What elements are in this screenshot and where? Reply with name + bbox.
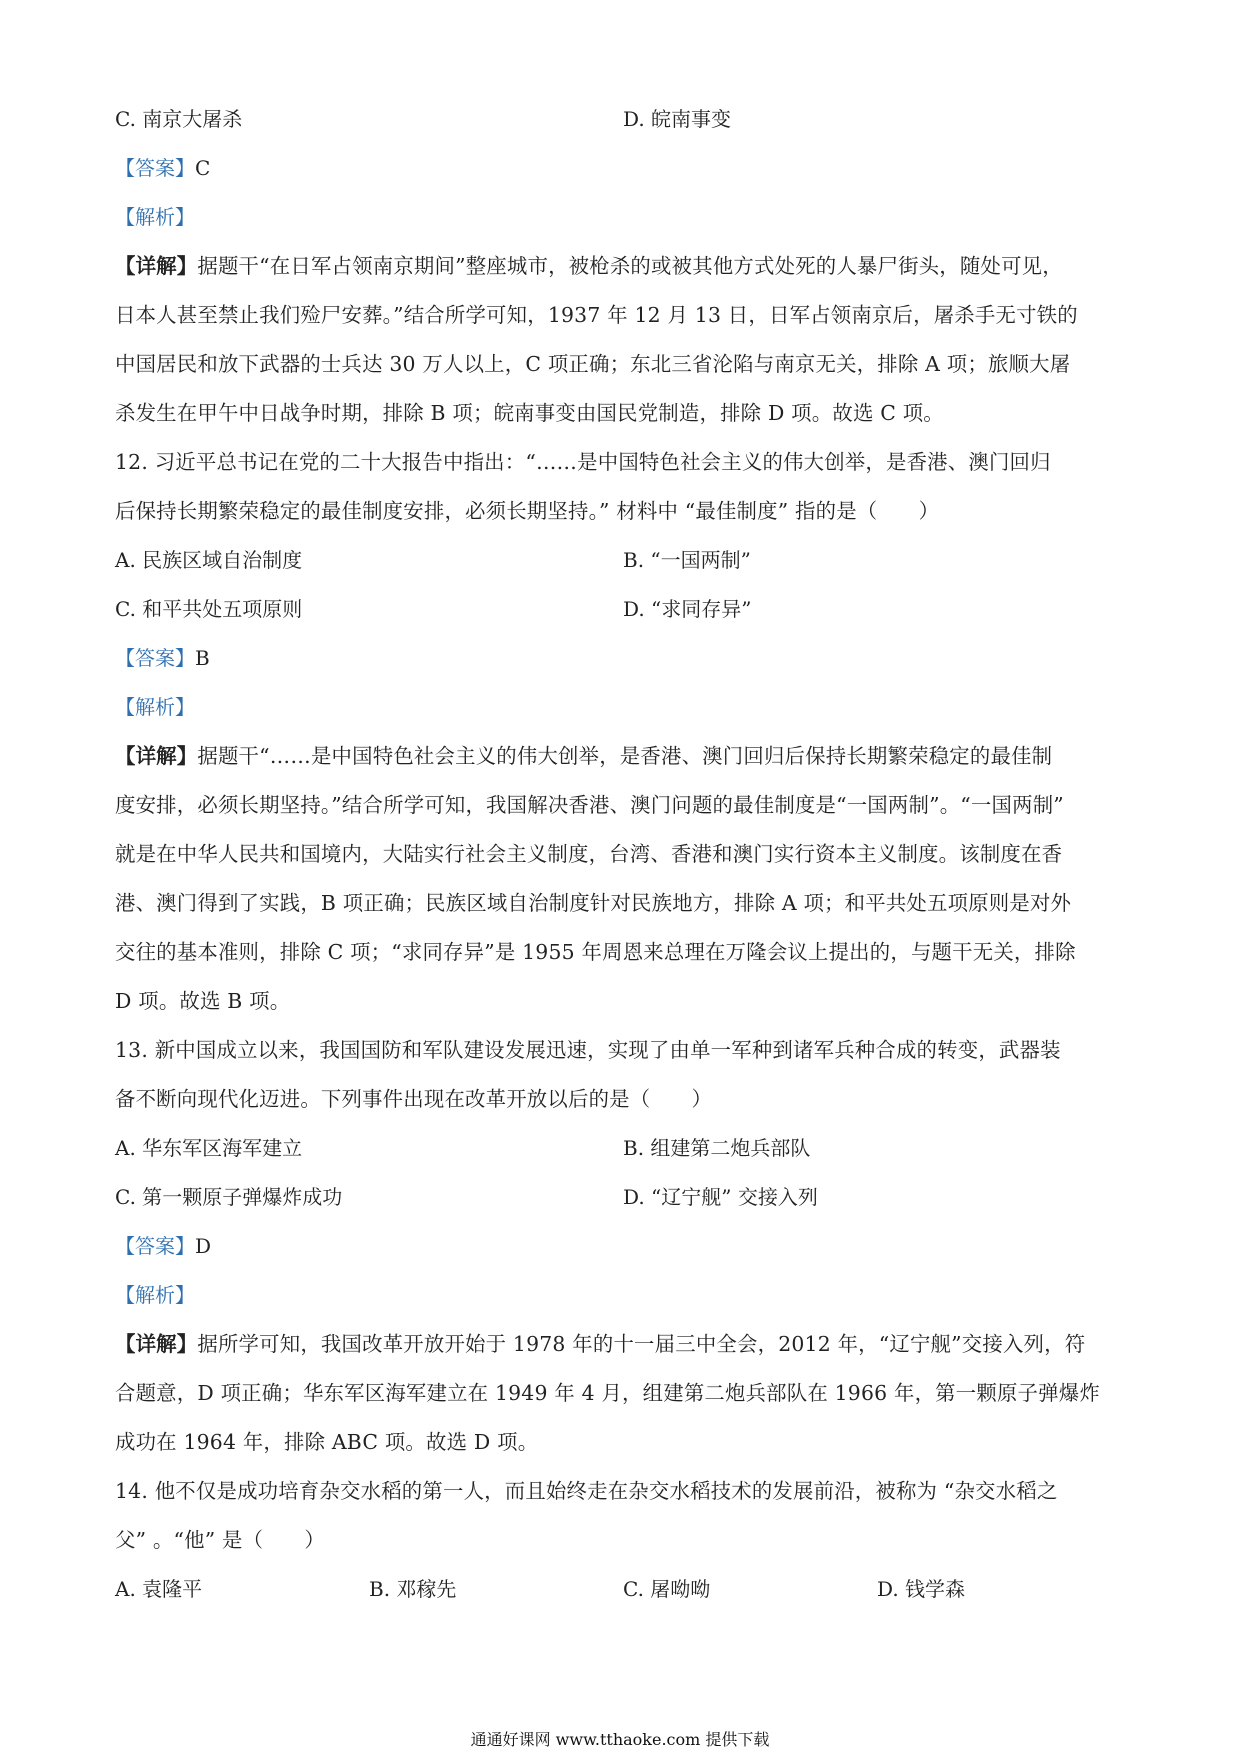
q13-option-c: C. 第一颗原子弹爆炸成功 — [115, 1185, 343, 1209]
answer-value: D — [195, 1234, 212, 1258]
q12-option-b: B. “一国两制” — [623, 548, 751, 572]
detail-tag: 【详解】 — [115, 744, 198, 768]
q12-stem-line-1: 12. 习近平总书记在党的二十大报告中指出：“……是中国特色社会主义的伟大创举，是香港、澳门回归 — [115, 450, 1051, 474]
q12-option-c: C. 和平共处五项原则 — [115, 597, 303, 621]
q12-analysis — [115, 683, 1125, 732]
q13-detail-line-2: 合题意，D 项正确；华东军区海军建立在 1949 年 4 月，组建第二炮兵部队在 1966 年，第一颗原子弹爆炸 — [115, 1381, 1100, 1405]
answer-tag: 【答案】 — [115, 156, 195, 180]
q13-option-d: D. “辽宁舰” 交接入列 — [623, 1185, 818, 1209]
q12-options-row-2 — [115, 585, 1125, 634]
detail-tag: 【详解】 — [115, 254, 198, 278]
analysis-tag: 【解析】 — [115, 205, 195, 229]
detail-text: 据题干“在日军占领南京期间”整座城市，被枪杀的或被其他方式处死的人暴尸街头，随处可见， — [197, 254, 1063, 278]
analysis-tag: 【解析】 — [115, 1283, 195, 1307]
footer-watermark: 通通好课网 www.tthaoke.com 提供下载 — [470, 1730, 770, 1749]
answer-value: B — [195, 646, 210, 670]
answer-value: C — [195, 156, 211, 180]
q12-detail-line-2: 度安排，必须长期坚持。”结合所学可知，我国解决香港、澳门问题的最佳制度是“一国两制”。“一国两制” — [115, 793, 1064, 817]
q12-detail-line-4: 港、澳门得到了实践，B 项正确；民族区域自治制度针对民族地方，排除 A 项；和平共处五项原则是对外 — [115, 891, 1072, 915]
q12-detail-line-6: D 项。故选 B 项。 — [115, 989, 291, 1013]
q12-answer — [115, 634, 1125, 683]
detail-tag: 【详解】 — [115, 1332, 198, 1356]
detail-text: 据所学可知，我国改革开放开始于 1978 年的十一届三中全会，2012 年，“辽宁舰”交接入列，符 — [197, 1332, 1086, 1356]
q13-detail-line-1 — [115, 1320, 1125, 1369]
analysis-tag: 【解析】 — [115, 695, 195, 719]
q12-detail-line-1 — [115, 732, 1125, 781]
q11-detail-line-4: 杀发生在甲午中日战争时期，排除 B 项；皖南事变由国民党制造，排除 D 项。故选 C 项。 — [115, 401, 944, 425]
detail-text: 据题干“……是中国特色社会主义的伟大创举，是香港、澳门回归后保持长期繁荣稳定的最佳制 — [197, 744, 1053, 768]
q12-stem-line-2: 后保持长期繁荣稳定的最佳制度安排，必须长期坚持。” 材料中 “最佳制度” 指的是（ ） — [115, 499, 940, 523]
q11-detail-line-3: 中国居民和放下武器的士兵达 30 万人以上，C 项正确；东北三省沦陷与南京无关，排除 A 项；旅顺大屠 — [115, 352, 1071, 376]
q13-answer — [115, 1222, 1125, 1271]
q12-option-d: D. “求同存异” — [623, 597, 752, 621]
q14-option-d: D. 钱学森 — [877, 1577, 966, 1601]
q13-detail-line-3: 成功在 1964 年，排除 ABC 项。故选 D 项。 — [115, 1430, 539, 1454]
q13-stem-line-1: 13. 新中国成立以来，我国国防和军队建设发展迅速，实现了由单一军种到诸军兵种合成的转变，武器装 — [115, 1038, 1061, 1062]
q14-stem-line-2: 父” 。“他” 是（ ） — [115, 1528, 325, 1552]
q14-option-b: B. 邓稼先 — [369, 1577, 457, 1601]
q12-detail-line-3: 就是在中华人民共和国境内，大陆实行社会主义制度，台湾、香港和澳门实行资本主义制度。该制度在香 — [115, 842, 1063, 866]
q13-options-row-1 — [115, 1124, 1125, 1173]
q11-detail-line-2: 日本人甚至禁止我们殓尸安葬。”结合所学可知，1937 年 12 月 13 日，日军占领南京后，屠杀手无寸铁的 — [115, 303, 1078, 327]
document-page — [115, 95, 1125, 1614]
q12-detail-line-5: 交往的基本准则，排除 C 项；“求同存异”是 1955 年周恩来总理在万隆会议上提出的，与题干无关，排除 — [115, 940, 1076, 964]
q14-option-a: A. 袁隆平 — [115, 1577, 203, 1601]
q12-option-a: A. 民族区域自治制度 — [115, 548, 303, 572]
answer-tag: 【答案】 — [115, 646, 195, 670]
q13-option-a: A. 华东军区海军建立 — [115, 1136, 303, 1160]
q11-option-d: D. 皖南事变 — [623, 107, 732, 131]
q11-detail-line-1 — [115, 242, 1125, 291]
q12-options-row-1 — [115, 536, 1125, 585]
q14-stem-line-1: 14. 他不仅是成功培育杂交水稻的第一人，而且始终走在杂交水稻技术的发展前沿，被称为 “杂交水稻之 — [115, 1479, 1058, 1503]
answer-tag: 【答案】 — [115, 1234, 195, 1258]
q11-option-c: C. 南京大屠杀 — [115, 107, 243, 131]
q11-answer — [115, 144, 1125, 193]
q13-analysis — [115, 1271, 1125, 1320]
q13-option-b: B. 组建第二炮兵部队 — [623, 1136, 811, 1160]
q11-options-row-2 — [115, 95, 1125, 144]
q13-options-row-2 — [115, 1173, 1125, 1222]
q11-analysis — [115, 193, 1125, 242]
q14-option-c: C. 屠呦呦 — [623, 1577, 711, 1601]
q14-options-row — [115, 1565, 1125, 1614]
q13-stem-line-2: 备不断向现代化迈进。下列事件出现在改革开放以后的是（ ） — [115, 1087, 713, 1111]
